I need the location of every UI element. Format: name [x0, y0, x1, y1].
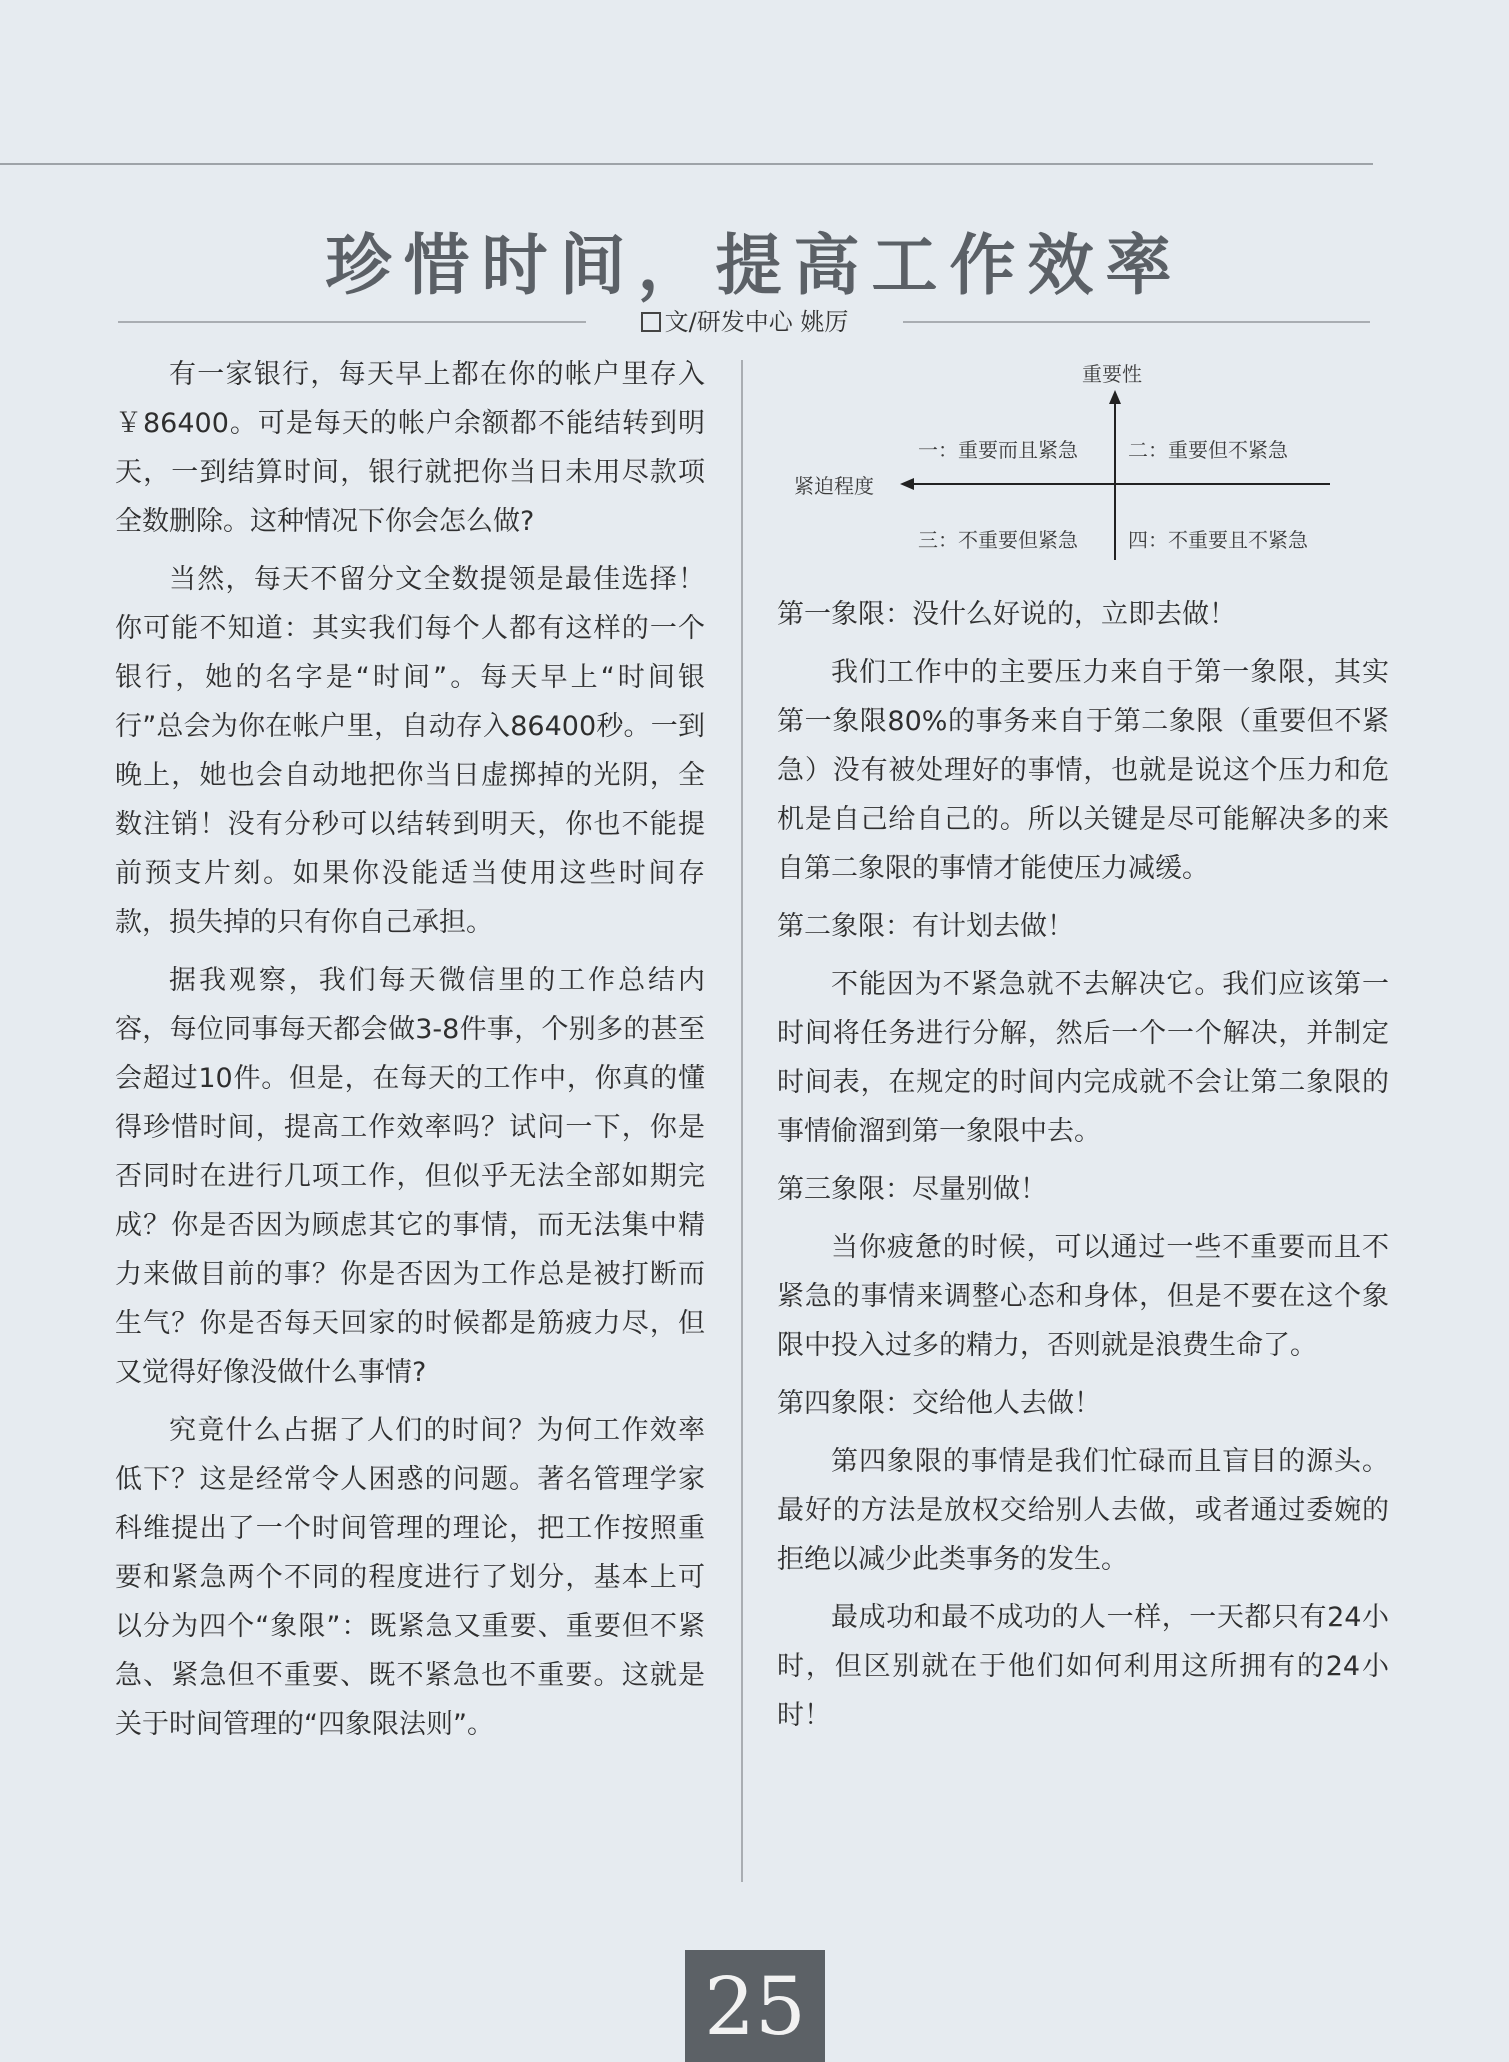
quadrant-1-heading: 第一象限：没什么好说的，立即去做！	[777, 599, 1236, 630]
quadrant-3-heading: 第三象限：尽量别做！	[777, 1174, 1047, 1205]
paragraph: 第四象限的事情是我们忙碌而且盲目的源头。最好的方法是放权交给别人去做，或者通过委婉的拒绝以减少此类事务的发生。	[777, 1446, 1389, 1575]
quadrant-4-label: 四：不重要且不紧急	[1128, 528, 1308, 552]
quadrant-2-label: 二：重要但不紧急	[1128, 438, 1288, 462]
quadrant-diagram	[790, 350, 1350, 570]
left-arrow-icon	[900, 478, 914, 490]
paragraph: 据我观察，我们每天微信里的工作总结内容，每位同事每天都会做3-8件事，个别多的甚至会超过10件。但是，在每天的工作中，你真的懂得珍惜时间，提高工作效率吗？试问一下，你是否同时在进行几项工作，但似乎无法全部如期完成？你是否因为顾虑其它的事情，而无法集中精力来做目前的事？你是否因为工作总是被打断而生气？你是否每天回家的时候都是筋疲力尽，但又觉得好像没做什么事情?	[115, 965, 705, 1388]
quadrant-1-label: 一：重要而且紧急	[918, 438, 1078, 462]
page-number-box	[685, 1950, 825, 2062]
paragraph: 最成功和最不成功的人一样，一天都只有24小时，但区别就在于他们如何利用这所拥有的24小时！	[777, 1602, 1389, 1731]
article-title: 珍惜时间，提高工作效率	[325, 226, 1184, 304]
header-rule	[0, 163, 1373, 165]
paragraph: 我们工作中的主要压力来自于第一象限，其实第一象限80%的事务来自于第二象限（重要但不紧急）没有被处理好的事情，也就是说这个压力和危机是自己给自己的。所以关键是尽可能解决多的来自第二象限的事情才能使压力减缓。	[777, 657, 1389, 884]
paragraph: 当你疲惫的时候，可以通过一些不重要而且不紧急的事情来调整心态和身体，但是不要在这个象限中投入过多的精力，否则就是浪费生命了。	[777, 1232, 1389, 1361]
byline-rule-right	[903, 321, 1370, 323]
left-column	[115, 350, 705, 1758]
column-divider	[741, 360, 743, 1882]
paragraph: 有一家银行，每天早上都在你的帐户里存入￥86400。可是每天的帐户余额都不能结转到明天，一到结算时间，银行就把你当日未用尽款项全数删除。这种情况下你会怎么做?	[115, 359, 705, 537]
paragraph: 不能因为不紧急就不去解决它。我们应该第一时间将任务进行分解，然后一个一个解决，并制定时间表，在规定的时间内完成就不会让第二象限的事情偷溜到第一象限中去。	[777, 969, 1389, 1147]
checkbox-square-icon	[641, 312, 661, 332]
page-number: 25	[704, 1959, 806, 2053]
quadrant-4-heading: 第四象限：交给他人去做！	[777, 1388, 1101, 1419]
right-column	[777, 590, 1389, 1749]
quadrant-3-label: 三：不重要但紧急	[918, 528, 1078, 552]
up-arrow-icon	[1109, 390, 1121, 404]
y-axis-label: 重要性	[1082, 362, 1142, 386]
paragraph: 究竟什么占据了人们的时间？为何工作效率低下？这是经常令人困惑的问题。著名管理学家科维提出了一个时间管理的理论，把工作按照重要和紧急两个不同的程度进行了划分，基本上可以分为四个“象限”：既紧急又重要、重要但不紧急、紧急但不重要、既不紧急也不重要。这就是关于时间管理的“四象限法则”。	[115, 1415, 705, 1740]
x-axis-label: 紧迫程度	[794, 474, 874, 498]
byline-rule-left	[118, 321, 586, 323]
quadrant-2-heading: 第二象限：有计划去做！	[777, 911, 1074, 942]
byline-text: 文/研发中心 姚厉	[664, 308, 849, 336]
byline-row	[118, 302, 1370, 342]
byline	[586, 302, 903, 337]
paragraph: 当然，每天不留分文全数提领是最佳选择！你可能不知道：其实我们每个人都有这样的一个银行，她的名字是“时间”。每天早上“时间银行”总会为你在帐户里，自动存入86400秒。一到晚上，她也会自动地把你当日虚掷掉的光阴，全数注销！没有分秒可以结转到明天，你也不能提前预支片刻。如果你没能适当使用这些时间存款，损失掉的只有你自己承担。	[115, 564, 705, 938]
